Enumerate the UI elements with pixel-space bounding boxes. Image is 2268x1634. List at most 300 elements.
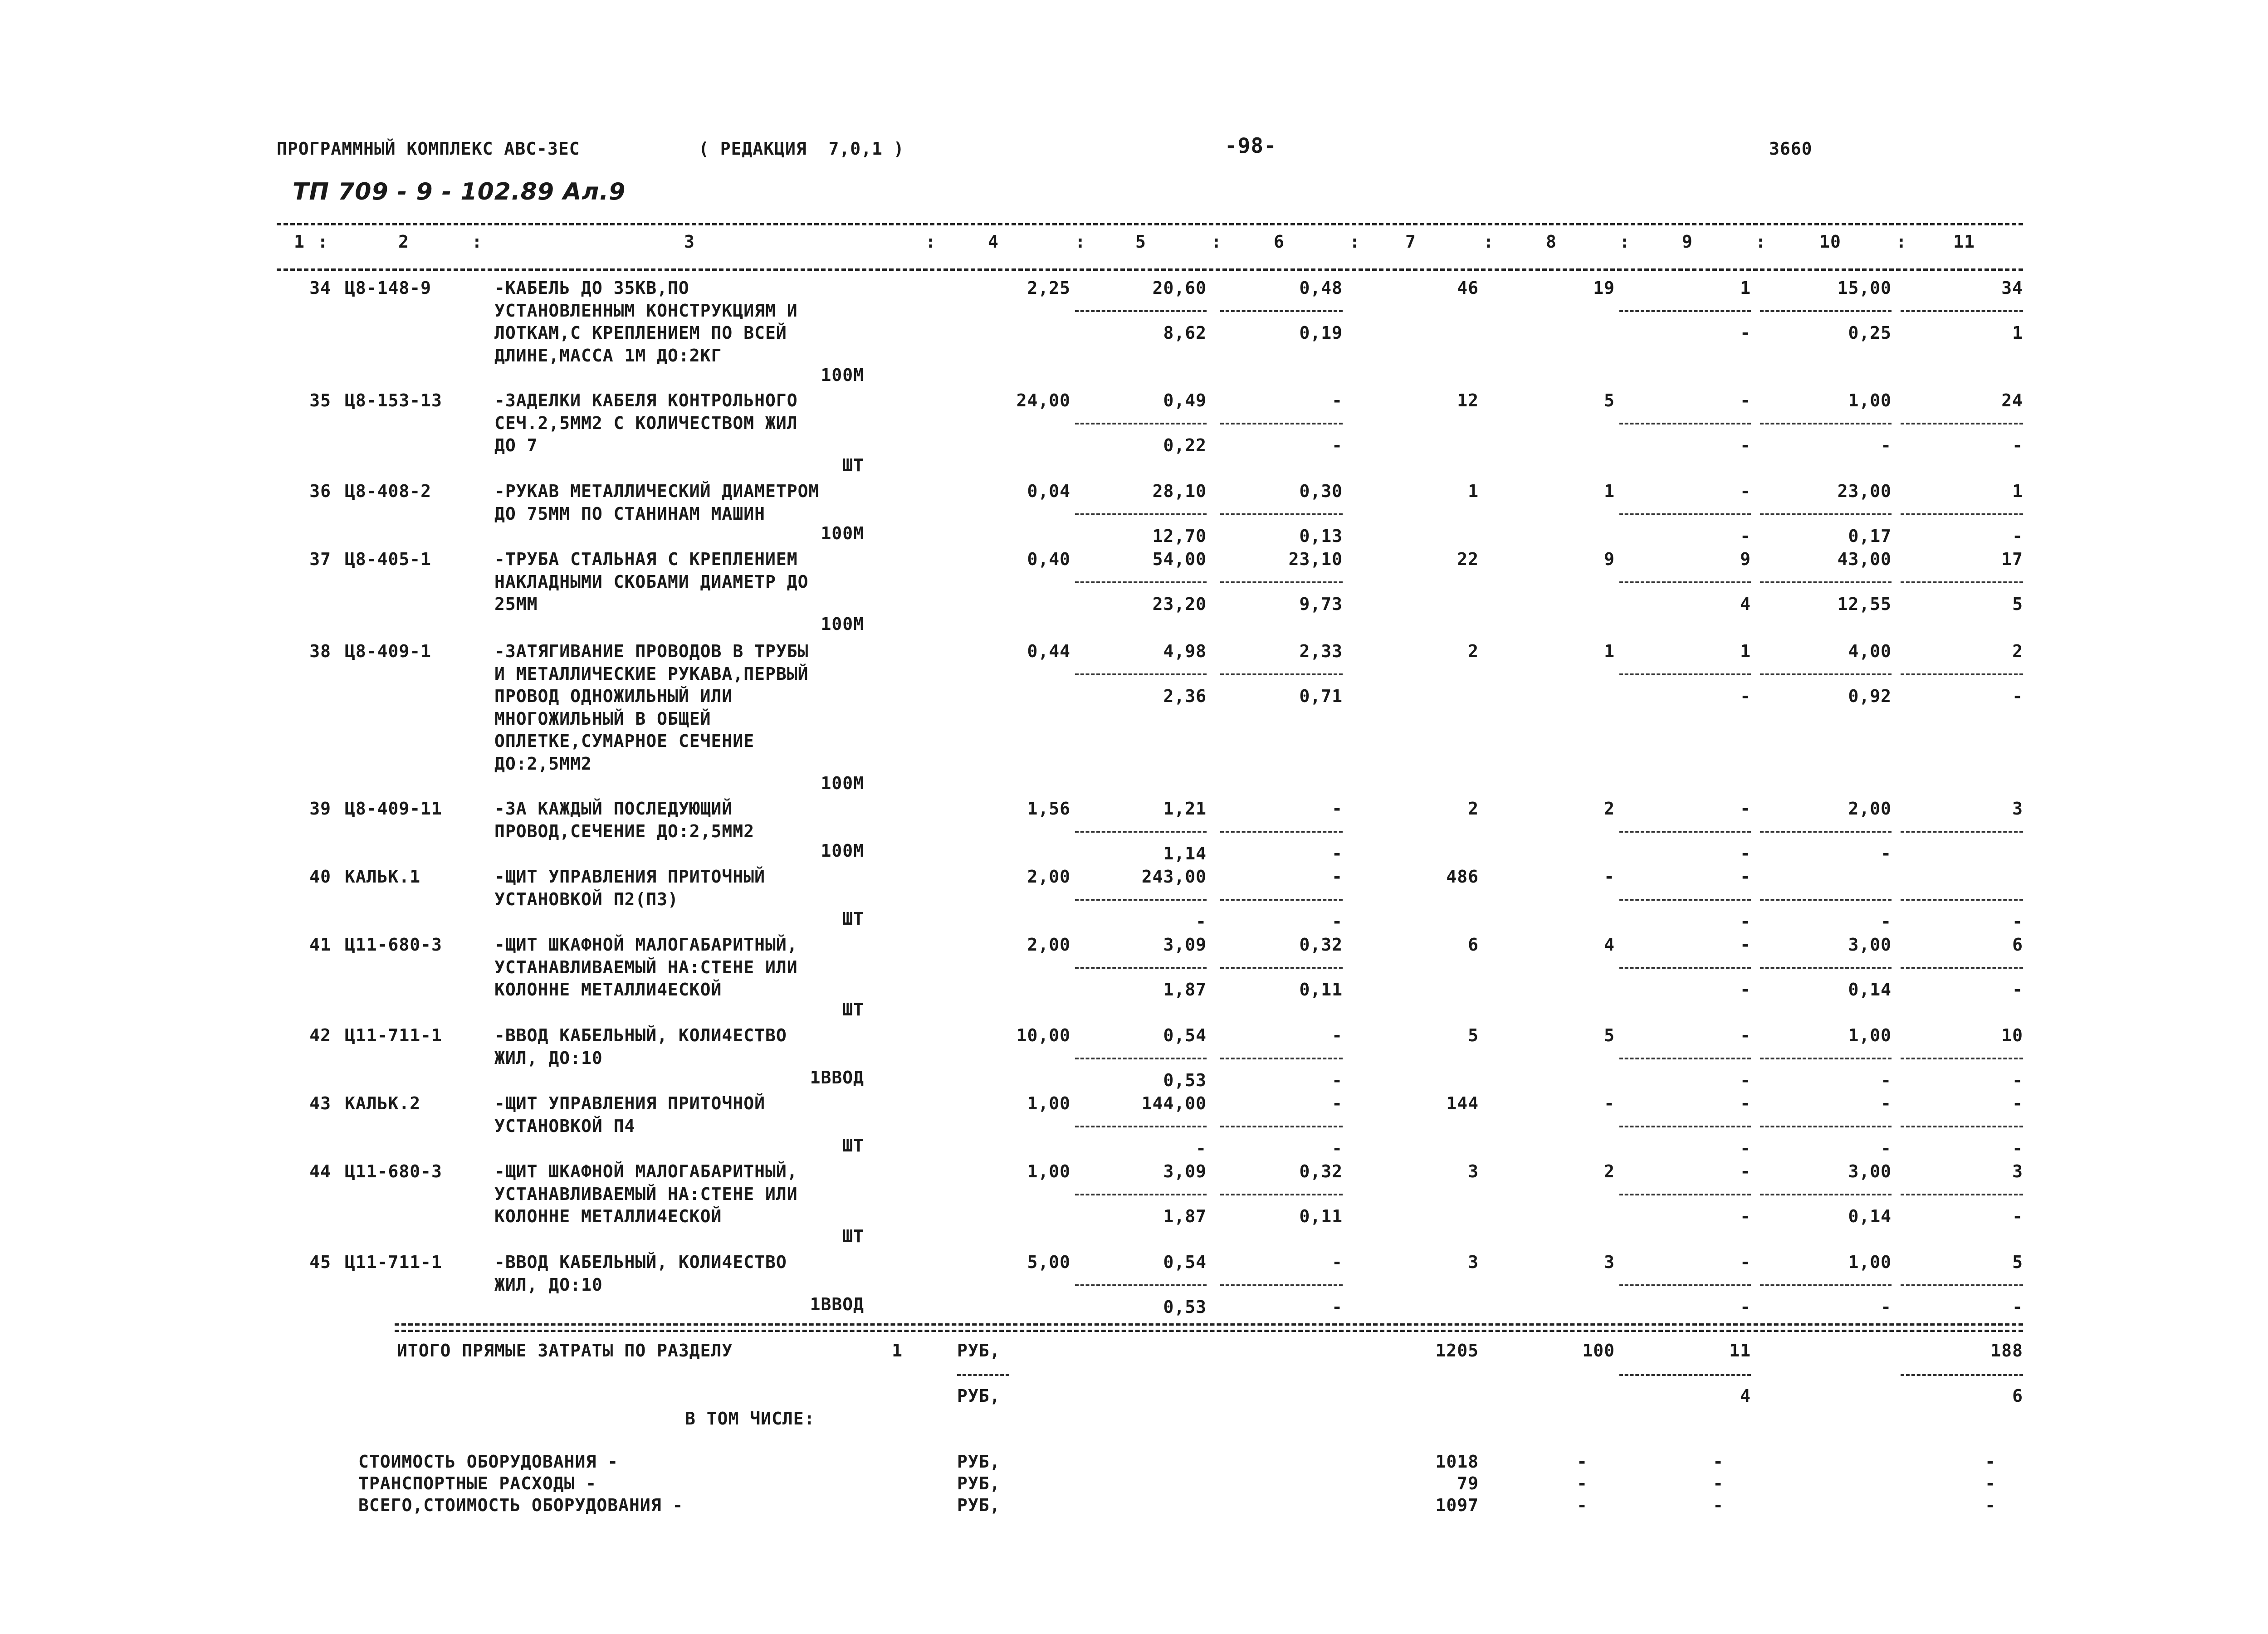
row-col11-lower: - <box>2012 980 2023 1000</box>
row-col10-upper: 3,00 <box>1848 935 1892 955</box>
row-description-line: -ЩИТ ШКАФНОЙ МАЛОГАБАРИТНЫЙ, <box>494 935 798 955</box>
row-col10-lower: - <box>1881 912 1892 932</box>
row-col5-lower: 0,53 <box>1163 1070 1207 1090</box>
totals-section: 1 <box>892 1341 903 1361</box>
cost-line-rub: РУБ, <box>957 1452 1001 1472</box>
totals-rub-1: РУБ, <box>957 1341 1001 1361</box>
row-unit: ШТ <box>842 1136 864 1156</box>
row-fraction-line <box>1619 831 1751 833</box>
row-col5-upper: 4,98 <box>1163 641 1207 661</box>
row-fraction-line <box>1075 1194 1207 1195</box>
row-unit: 100М <box>821 841 864 861</box>
row-col7: 2 <box>1468 799 1479 819</box>
row-col4: 2,00 <box>1027 935 1070 955</box>
row-col5-lower: 0,53 <box>1163 1297 1207 1317</box>
row-col9-upper: 9 <box>1740 549 1751 569</box>
row-unit: 100М <box>821 365 864 385</box>
row-fraction-line <box>1760 1126 1892 1127</box>
row-col5-lower: - <box>1196 912 1207 932</box>
row-code: Ц8-408-2 <box>345 481 432 501</box>
column-header-5: 5 <box>1135 232 1146 252</box>
row-col10-lower: - <box>1881 844 1892 863</box>
totals-fraction-line <box>1619 1374 1751 1376</box>
row-col11-upper: 34 <box>2001 278 2023 298</box>
row-col6-lower: - <box>1332 1138 1343 1158</box>
row-col4: 1,00 <box>1027 1093 1070 1113</box>
row-fraction-line <box>1901 1194 2023 1195</box>
column-separator: : <box>1755 232 1766 252</box>
column-header-4: 4 <box>988 232 999 252</box>
row-fraction-line <box>1075 673 1207 675</box>
column-header-8: 8 <box>1546 232 1557 252</box>
row-col6-lower: 0,19 <box>1299 323 1343 343</box>
row-col4: 10,00 <box>1016 1025 1070 1045</box>
totals-col7: 1205 <box>1435 1341 1479 1361</box>
row-col9-lower: - <box>1740 1138 1751 1158</box>
row-fraction-line <box>1619 581 1751 583</box>
row-description-line: -КАБЕЛЬ ДО 35КВ,ПО <box>494 278 689 298</box>
row-description-line: ПРОВОД,СЕЧЕНИЕ ДО:2,5ММ2 <box>494 821 755 841</box>
row-col9-upper: - <box>1740 390 1751 410</box>
row-col11-lower: - <box>2012 912 2023 932</box>
row-col11-upper: 6 <box>2012 935 2023 955</box>
row-fraction-line <box>1760 899 1892 901</box>
row-col9-lower: - <box>1740 435 1751 455</box>
row-col7: 2 <box>1468 641 1479 661</box>
row-col9-upper: 1 <box>1740 278 1751 298</box>
program-title: ПРОГРАММНЫЙ КОМПЛЕКС АВС-3ЕС <box>277 139 580 159</box>
column-header-6: 6 <box>1274 232 1285 252</box>
row-description-line: ДО:2,5ММ2 <box>494 753 592 774</box>
row-col6-lower: 0,71 <box>1299 686 1343 706</box>
row-fraction-line <box>1901 1058 2023 1059</box>
row-fraction-line <box>1220 1194 1343 1195</box>
row-col10-lower: - <box>1881 1070 1892 1090</box>
row-fraction-line <box>1619 967 1751 969</box>
row-col5-upper: 243,00 <box>1141 867 1207 887</box>
row-fraction-line <box>1220 673 1343 675</box>
column-separator: : <box>1483 232 1494 252</box>
row-fraction-line <box>1760 673 1892 675</box>
row-description-line: УСТАНОВКОЙ П2(П3) <box>494 889 679 909</box>
row-col10-lower: 0,14 <box>1848 980 1892 1000</box>
row-col10-upper: - <box>1881 1093 1892 1113</box>
row-fraction-line <box>1220 1284 1343 1286</box>
row-col10-lower: - <box>1881 435 1892 455</box>
row-fraction-line <box>1075 1284 1207 1286</box>
row-col10-lower: 12,55 <box>1837 594 1892 614</box>
row-number: 35 <box>309 390 331 410</box>
row-description-line: ЖИЛ, ДО:10 <box>494 1048 603 1068</box>
totals-top-rule <box>395 1323 2023 1326</box>
column-header-7: 7 <box>1405 232 1416 252</box>
row-col4: 24,00 <box>1016 390 1070 410</box>
row-col11-lower: - <box>2012 686 2023 706</box>
row-col4: 2,00 <box>1027 867 1070 887</box>
row-col9-lower: - <box>1740 323 1751 343</box>
row-fraction-line <box>1075 967 1207 969</box>
row-col6-lower: - <box>1332 912 1343 932</box>
row-number: 40 <box>309 867 331 887</box>
row-col9-upper: - <box>1740 1252 1751 1272</box>
row-number: 44 <box>309 1161 331 1181</box>
row-col9-lower: - <box>1740 980 1751 1000</box>
row-code: Ц8-409-1 <box>345 641 432 661</box>
row-fraction-line <box>1075 831 1207 833</box>
row-col8: 3 <box>1604 1252 1615 1272</box>
cost-line-col7: 1097 <box>1435 1495 1479 1515</box>
row-description-line: ЖИЛ, ДО:10 <box>494 1274 603 1295</box>
row-fraction-line <box>1901 967 2023 969</box>
column-separator: : <box>318 232 328 252</box>
row-number: 37 <box>309 549 331 569</box>
row-col9-lower: - <box>1740 1070 1751 1090</box>
row-code: КАЛЬК.1 <box>345 867 421 887</box>
row-unit: ШТ <box>842 999 864 1019</box>
row-col6-lower: 0,11 <box>1299 1206 1343 1226</box>
row-description-line: НАКЛАДНЫМИ СКОБАМИ ДИАМЕТР ДО <box>494 571 809 592</box>
row-col4: 1,56 <box>1027 799 1070 819</box>
row-col10-lower: 0,17 <box>1848 526 1892 546</box>
row-col5-lower: 0,22 <box>1163 435 1207 455</box>
row-col9-upper: - <box>1740 1161 1751 1181</box>
column-separator: : <box>1211 232 1222 252</box>
row-col6-lower: - <box>1332 1070 1343 1090</box>
row-col11-upper: 3 <box>2012 799 2023 819</box>
row-col6-upper: - <box>1332 1093 1343 1113</box>
row-col6-lower: - <box>1332 435 1343 455</box>
row-col7: 3 <box>1468 1252 1479 1272</box>
row-col8: 4 <box>1604 935 1615 955</box>
cost-line-col8: - <box>1577 1473 1588 1493</box>
row-col6-upper: 0,30 <box>1299 481 1343 501</box>
row-col6-upper: 0,48 <box>1299 278 1343 298</box>
row-col10-upper: 1,00 <box>1848 1025 1892 1045</box>
row-fraction-line <box>1760 423 1892 424</box>
column-separator: : <box>1349 232 1360 252</box>
row-col7: 46 <box>1457 278 1479 298</box>
row-fraction-line <box>1760 967 1892 969</box>
row-col8: 5 <box>1604 390 1615 410</box>
row-col7: 3 <box>1468 1161 1479 1181</box>
row-fraction-line <box>1901 513 2023 515</box>
row-col5-lower: 8,62 <box>1163 323 1207 343</box>
row-col8: - <box>1604 867 1615 887</box>
row-fraction-line <box>1760 581 1892 583</box>
row-col9-upper: 1 <box>1740 641 1751 661</box>
row-col6-upper: - <box>1332 799 1343 819</box>
row-fraction-line <box>1901 581 2023 583</box>
row-description-line: ОПЛЕТКЕ,СУМАРНОЕ СЕЧЕНИЕ <box>494 731 755 751</box>
totals-col11-upper: 188 <box>1990 1341 2023 1361</box>
row-col4: 0,40 <box>1027 549 1070 569</box>
row-col9-upper: - <box>1740 1025 1751 1045</box>
row-description-line: -ЩИТ УПРАВЛЕНИЯ ПРИТОЧНЫЙ <box>494 867 765 887</box>
row-col6-upper: - <box>1332 1252 1343 1272</box>
row-description-line: -ЗА КАЖДЫЙ ПОСЛЕДУЮЩИЙ <box>494 799 733 819</box>
row-fraction-line <box>1075 423 1207 424</box>
row-col6-lower: 0,11 <box>1299 980 1343 1000</box>
row-unit: ШТ <box>842 1226 864 1246</box>
row-unit: 100М <box>821 773 864 793</box>
totals-rub-line <box>957 1374 1009 1376</box>
row-unit: ШТ <box>842 455 864 475</box>
row-col9-lower: - <box>1740 1297 1751 1317</box>
row-col11-lower: - <box>2012 1138 2023 1158</box>
cost-line-col8: - <box>1577 1495 1588 1515</box>
column-header-2: 2 <box>398 232 409 252</box>
row-number: 38 <box>309 641 331 661</box>
row-description-line: ДО 7 <box>494 435 538 455</box>
cost-line-col11: - <box>1985 1452 1996 1472</box>
row-col4: 1,00 <box>1027 1161 1070 1181</box>
row-col8: 2 <box>1604 799 1615 819</box>
row-description-line: ЛОТКАМ,С КРЕПЛЕНИЕМ ПО ВСЕЙ <box>494 323 787 343</box>
edition-label: ( РЕДАКЦИЯ 7,0,1 ) <box>699 139 904 159</box>
row-number: 34 <box>309 278 331 298</box>
row-col5-lower: - <box>1196 1138 1207 1158</box>
row-fraction-line <box>1901 673 2023 675</box>
row-col8: 1 <box>1604 481 1615 501</box>
row-col4: 2,25 <box>1027 278 1070 298</box>
row-fraction-line <box>1619 1284 1751 1286</box>
cost-line-rub: РУБ, <box>957 1495 1001 1515</box>
row-fraction-line <box>1619 673 1751 675</box>
row-col5-lower: 12,70 <box>1152 526 1207 546</box>
row-fraction-line <box>1901 423 2023 424</box>
totals-col9-upper: 11 <box>1729 1341 1751 1361</box>
row-col10-upper: 3,00 <box>1848 1161 1892 1181</box>
row-col7: 6 <box>1468 935 1479 955</box>
row-fraction-line <box>1220 423 1343 424</box>
row-description-line: ДО 75ММ ПО СТАНИНАМ МАШИН <box>494 503 765 524</box>
row-unit: 1ВВОД <box>810 1294 864 1314</box>
row-col7: 12 <box>1457 390 1479 410</box>
cost-line-col9: - <box>1713 1452 1724 1472</box>
cost-line-col9: - <box>1713 1473 1724 1493</box>
row-col7: 486 <box>1446 867 1479 887</box>
column-separator: : <box>925 232 936 252</box>
column-header-11: 11 <box>1953 232 1975 252</box>
row-col5-upper: 28,10 <box>1152 481 1207 501</box>
row-unit: 100М <box>821 614 864 634</box>
row-col8: 19 <box>1593 278 1615 298</box>
row-col9-lower: - <box>1740 686 1751 706</box>
totals-top-rule-2 <box>395 1330 2023 1332</box>
row-fraction-line <box>1901 310 2023 312</box>
row-description-line: 25ММ <box>494 594 538 614</box>
cost-line-col8: - <box>1577 1452 1588 1472</box>
row-code: Ц8-148-9 <box>345 278 432 298</box>
row-col10-lower: 0,14 <box>1848 1206 1892 1226</box>
row-col11-lower: - <box>2012 435 2023 455</box>
column-header-9: 9 <box>1682 232 1693 252</box>
cost-line-label: СТОИМОСТЬ ОБОРУДОВАНИЯ - <box>358 1452 619 1472</box>
row-col9-lower: - <box>1740 526 1751 546</box>
row-col6-upper: - <box>1332 1025 1343 1045</box>
row-col6-lower: - <box>1332 1297 1343 1317</box>
row-fraction-line <box>1075 581 1207 583</box>
row-number: 45 <box>309 1252 331 1272</box>
row-number: 36 <box>309 481 331 501</box>
totals-col9-lower: 4 <box>1740 1386 1751 1406</box>
row-col4: 0,44 <box>1027 641 1070 661</box>
row-fraction-line <box>1760 831 1892 833</box>
row-code: Ц11-711-1 <box>345 1252 442 1272</box>
row-col10-lower: - <box>1881 1138 1892 1158</box>
row-fraction-line <box>1901 831 2023 833</box>
cost-line-col7: 79 <box>1457 1473 1479 1493</box>
row-col10-lower: 0,92 <box>1848 686 1892 706</box>
row-col5-upper: 54,00 <box>1152 549 1207 569</box>
row-col10-upper: 2,00 <box>1848 799 1892 819</box>
cost-line-col7: 1018 <box>1435 1452 1479 1472</box>
row-col11-upper: 10 <box>2001 1025 2023 1045</box>
row-description-line: -ТРУБА СТАЛЬНАЯ С КРЕПЛЕНИЕМ <box>494 549 798 569</box>
handwritten-doc-number: ТП 709 - 9 - 102.89 Ал.9 <box>293 178 626 205</box>
row-fraction-line <box>1619 423 1751 424</box>
row-fraction-line <box>1760 310 1892 312</box>
column-header-1: 1 <box>294 232 305 252</box>
row-col10-upper: 23,00 <box>1837 481 1892 501</box>
column-separator: : <box>1619 232 1630 252</box>
row-col5-upper: 20,60 <box>1152 278 1207 298</box>
row-fraction-line <box>1220 831 1343 833</box>
row-description-line: -РУКАВ МЕТАЛЛИЧЕСКИЙ ДИАМЕТРОМ <box>494 481 820 501</box>
row-col5-lower: 1,87 <box>1163 980 1207 1000</box>
row-col9-lower: 4 <box>1740 594 1751 614</box>
row-col10-upper: 1,00 <box>1848 1252 1892 1272</box>
row-col11-lower: - <box>2012 526 2023 546</box>
row-col11-upper: 17 <box>2001 549 2023 569</box>
row-fraction-line <box>1619 1194 1751 1195</box>
row-fraction-line <box>1220 1058 1343 1059</box>
row-unit: ШТ <box>842 909 864 929</box>
row-col7: 1 <box>1468 481 1479 501</box>
row-col5-lower: 2,36 <box>1163 686 1207 706</box>
row-description-line: УСТАНАВЛИВАЕМЫЙ НА:СТЕНЕ ИЛИ <box>494 1184 798 1204</box>
row-fraction-line <box>1901 1126 2023 1127</box>
row-code: Ц11-680-3 <box>345 935 442 955</box>
row-col11-lower: 5 <box>2012 594 2023 614</box>
header-bottom-rule <box>277 268 2023 271</box>
row-description-line: СЕЧ.2,5ММ2 С КОЛИЧЕСТВОМ ЖИЛ <box>494 413 798 433</box>
row-col11-upper: 5 <box>2012 1252 2023 1272</box>
row-fraction-line <box>1075 513 1207 515</box>
totals-rub-2: РУБ, <box>957 1386 1001 1406</box>
row-col9-upper: - <box>1740 935 1751 955</box>
totals-col8: 100 <box>1582 1341 1615 1361</box>
doc-code: 3660 <box>1769 139 1813 159</box>
row-fraction-line <box>1760 513 1892 515</box>
row-col6-lower: - <box>1332 844 1343 863</box>
row-col8: - <box>1604 1093 1615 1113</box>
row-number: 43 <box>309 1093 331 1113</box>
cost-line-col11: - <box>1985 1473 1996 1493</box>
row-description-line: -ВВОД КАБЕЛЬНЫЙ, КОЛИ4ЕСТВО <box>494 1252 787 1272</box>
row-code: Ц8-153-13 <box>345 390 442 410</box>
row-fraction-line <box>1901 1284 2023 1286</box>
row-fraction-line <box>1075 1126 1207 1127</box>
row-fraction-line <box>1619 1126 1751 1127</box>
row-description-line: КОЛОННЕ МЕТАЛЛИ4ЕСКОЙ <box>494 980 722 1000</box>
row-fraction-line <box>1220 899 1343 901</box>
row-code: Ц11-680-3 <box>345 1161 442 1181</box>
column-separator: : <box>1896 232 1907 252</box>
row-col6-upper: 2,33 <box>1299 641 1343 661</box>
row-col8: 2 <box>1604 1161 1615 1181</box>
row-col9-upper: - <box>1740 481 1751 501</box>
row-col8: 5 <box>1604 1025 1615 1045</box>
row-col6-upper: - <box>1332 867 1343 887</box>
row-col5-upper: 1,21 <box>1163 799 1207 819</box>
row-fraction-line <box>1075 899 1207 901</box>
row-code: Ц8-405-1 <box>345 549 432 569</box>
row-col5-upper: 3,09 <box>1163 935 1207 955</box>
row-fraction-line <box>1075 1058 1207 1059</box>
row-description-line: ДЛИНЕ,МАССА 1М ДО:2КГ <box>494 345 722 366</box>
cost-line-rub: РУБ, <box>957 1473 1001 1493</box>
row-fraction-line <box>1760 1284 1892 1286</box>
row-col5-upper: 144,00 <box>1141 1093 1207 1113</box>
row-col9-upper: - <box>1740 867 1751 887</box>
row-description-line: -ЩИТ ШКАФНОЙ МАЛОГАБАРИТНЫЙ, <box>494 1161 798 1181</box>
row-col6-upper: - <box>1332 390 1343 410</box>
row-col4: 0,04 <box>1027 481 1070 501</box>
row-col6-lower: 9,73 <box>1299 594 1343 614</box>
row-description-line: УСТАНОВЛЕННЫМ КОНСТРУКЦИЯМ И <box>494 300 798 321</box>
totals-fraction-line <box>1901 1374 2023 1376</box>
row-col6-lower: 0,13 <box>1299 526 1343 546</box>
row-unit: 100М <box>821 523 864 543</box>
row-col9-upper: - <box>1740 799 1751 819</box>
row-col11-upper: 3 <box>2012 1161 2023 1181</box>
row-col5-upper: 0,49 <box>1163 390 1207 410</box>
column-separator: : <box>472 232 483 252</box>
row-description-line: И МЕТАЛЛИЧЕСКИЕ РУКАВА,ПЕРВЫЙ <box>494 663 809 684</box>
row-col8: 9 <box>1604 549 1615 569</box>
row-description-line: МНОГОЖИЛЬНЫЙ В ОБЩЕЙ <box>494 708 711 729</box>
row-col8: 1 <box>1604 641 1615 661</box>
row-col11-lower: 1 <box>2012 323 2023 343</box>
row-col5-lower: 23,20 <box>1152 594 1207 614</box>
row-fraction-line <box>1220 513 1343 515</box>
row-col5-lower: 1,87 <box>1163 1206 1207 1226</box>
row-col9-lower: - <box>1740 1206 1751 1226</box>
row-number: 42 <box>309 1025 331 1045</box>
row-col11-upper: 2 <box>2012 641 2023 661</box>
row-col6-upper: 23,10 <box>1288 549 1343 569</box>
row-description-line: -ЩИТ УПРАВЛЕНИЯ ПРИТОЧНОЙ <box>494 1093 765 1113</box>
row-description-line: -ЗАДЕЛКИ КАБЕЛЯ КОНТРОЛЬНОГО <box>494 390 798 410</box>
row-col11-lower: - <box>2012 1206 2023 1226</box>
row-fraction-line <box>1619 1058 1751 1059</box>
page-number: -98- <box>1225 133 1277 158</box>
row-fraction-line <box>1760 1194 1892 1195</box>
row-fraction-line <box>1075 310 1207 312</box>
row-col9-upper: - <box>1740 1093 1751 1113</box>
row-fraction-line <box>1619 310 1751 312</box>
row-col11-upper: - <box>2012 1093 2023 1113</box>
row-col5-upper: 3,09 <box>1163 1161 1207 1181</box>
row-col11-upper: 1 <box>2012 481 2023 501</box>
row-col9-lower: - <box>1740 844 1751 863</box>
column-separator: : <box>1075 232 1086 252</box>
row-code: Ц8-409-11 <box>345 799 442 819</box>
row-code: Ц11-711-1 <box>345 1025 442 1045</box>
row-fraction-line <box>1901 899 2023 901</box>
row-col11-lower: - <box>2012 1297 2023 1317</box>
